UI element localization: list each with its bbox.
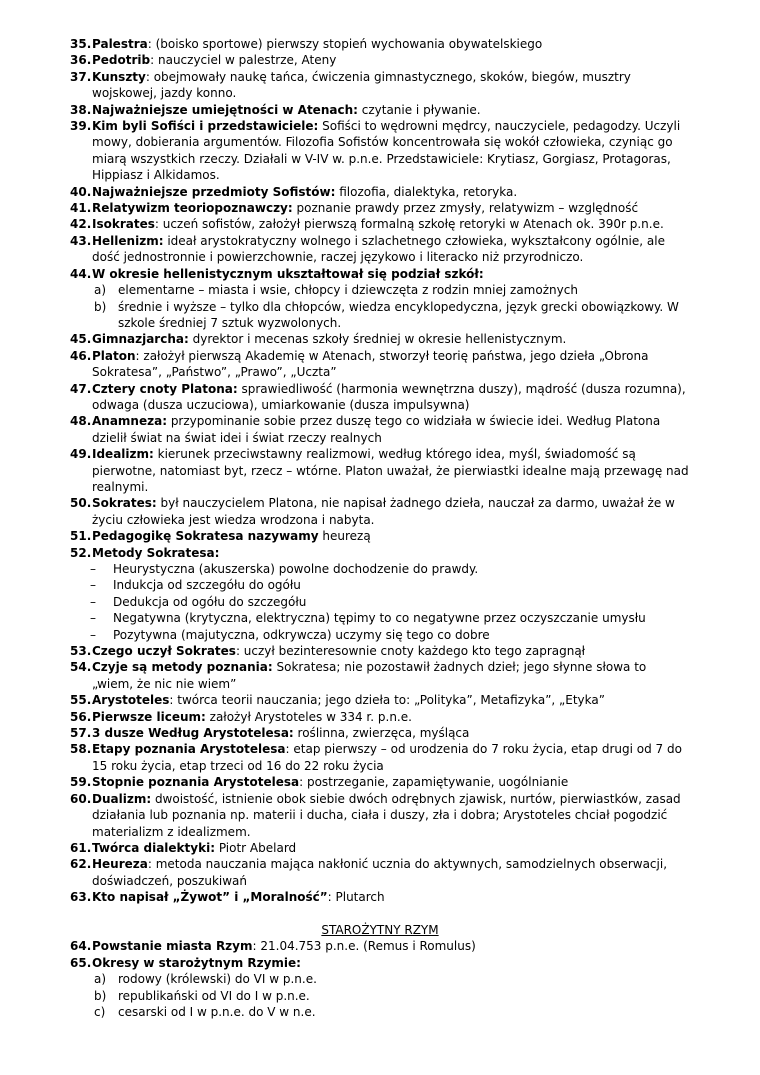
list-item xyxy=(70,348,690,381)
item-term: W okresie hellenistycznym ukształtował się podział szkół: xyxy=(92,266,484,281)
item-text: filozofia, dialektyka, retoryka. xyxy=(335,184,518,199)
item-number: 53. xyxy=(70,644,92,659)
item-text: kierunek przeciwstawny realizmowi, według którego idea, myśl, świadomość są pierwotne, natomiast byt, rzecz – wtórne. Platon uważał, że pierwiastki idealne mają przewagę nad realnymi. xyxy=(92,447,689,494)
item-term: 3 dusze Według Arystotelesa: xyxy=(92,726,294,741)
list-item xyxy=(70,381,690,414)
item-number: 55. xyxy=(70,693,92,708)
list-item xyxy=(70,446,690,495)
sub-item-marker: c) xyxy=(94,1004,106,1019)
item-number: 58. xyxy=(70,742,92,757)
sub-item-text: Indukcja od szczegółu do ogółu xyxy=(113,578,301,593)
list-item xyxy=(70,200,690,216)
item-number: 45. xyxy=(70,332,92,347)
sub-item-text: średnie i wyższe – tylko dla chłopców, wiedza encyklopedyczna, język grecki obowiązkowy. W szkole średniej 7 sztuk wyzwolonych. xyxy=(118,299,679,330)
item-term: Najważniejsze przedmioty Sofistów: xyxy=(92,184,336,199)
item-term: Pedagogikę Sokratesa nazywamy xyxy=(92,529,319,544)
item-term: Okresy w starożytnym Rzymie: xyxy=(92,955,301,970)
item-term: Cztery cnoty Platona: xyxy=(92,381,238,396)
item-term: Najważniejsze umiejętności w Atenach: xyxy=(92,102,358,117)
sub-item xyxy=(70,594,690,610)
item-term: Isokrates xyxy=(92,217,155,232)
item-number: 38. xyxy=(70,102,92,117)
list-item xyxy=(70,643,690,659)
item-term: Arystoteles xyxy=(92,693,170,708)
sub-item-text: Negatywna (krytyczna, elektryczna) tępimy to co negatywne przez oczyszczanie umysłu xyxy=(113,611,646,626)
item-text: był nauczycielem Platona, nie napisał żadnego dzieła, nauczał za darmo, uważał że w życiu człowieka jest wiedza wrodzona i nabyta. xyxy=(92,496,675,527)
item-number: 59. xyxy=(70,775,92,790)
list-item xyxy=(70,528,690,544)
item-number: 46. xyxy=(70,348,92,363)
sub-item xyxy=(70,561,690,577)
sub-item-text: rodowy (królewski) do VI w p.n.e. xyxy=(118,972,317,987)
item-term: Sokrates: xyxy=(92,496,157,511)
item-text: założył Arystoteles w 334 r. p.n.e. xyxy=(205,709,412,724)
section-heading: STAROŻYTNY RZYM xyxy=(321,922,439,937)
item-text: Sokratesa; nie pozostawił żadnych dzieł; jego słynne słowa to „wiem, że nic nie wiem” xyxy=(92,660,647,691)
list-item xyxy=(70,118,690,184)
list-item xyxy=(70,659,690,692)
item-term: Heureza xyxy=(92,857,148,872)
sub-item xyxy=(70,610,690,626)
item-number: 51. xyxy=(70,529,92,544)
sub-item-marker: a) xyxy=(94,972,107,987)
list-item xyxy=(70,69,690,102)
item-text: : Plutarch xyxy=(327,890,385,905)
sub-item-marker: – xyxy=(90,578,96,593)
item-number: 48. xyxy=(70,414,92,429)
item-number: 61. xyxy=(70,840,92,855)
list-item xyxy=(70,938,690,954)
sub-item-marker: – xyxy=(90,562,96,576)
list-item xyxy=(70,36,690,52)
item-term: Pierwsze liceum: xyxy=(92,709,206,724)
list-item xyxy=(70,233,690,266)
list-item xyxy=(70,545,690,561)
item-number: 60. xyxy=(70,791,92,806)
item-number: 39. xyxy=(70,119,92,134)
list-item xyxy=(70,889,690,905)
item-number: 42. xyxy=(70,217,92,232)
list-item xyxy=(70,741,690,774)
item-term: Metody Sokratesa: xyxy=(92,545,220,560)
sub-item xyxy=(70,1004,690,1020)
item-number: 62. xyxy=(70,857,92,872)
item-number: 43. xyxy=(70,233,92,248)
item-text: ideał arystokratyczny wolnego i szlachetnego człowieka, wykształcony ogólnie, ale dość jednostronnie i powierzchownie, raczej językowo i literacko niż przyrodniczo. xyxy=(92,233,665,265)
item-text: : uczeń sofistów, założył pierwszą formalną szkołę retoryki w Atenach ok. 390r p.n.e. xyxy=(154,217,664,232)
item-number: 54. xyxy=(70,660,92,675)
item-term: Twórca dialektyki: xyxy=(92,840,215,855)
item-term: Hellenizm: xyxy=(92,233,164,248)
item-text: : założył pierwszą Akademię w Atenach, stworzył teorię państwa, jego dzieła „Obrona Sokratesa”, „Państwo”, „Prawo”, „Uczta” xyxy=(92,348,649,380)
list-item xyxy=(70,856,690,889)
list-item xyxy=(70,692,690,708)
list-item xyxy=(70,955,690,971)
item-text: : obejmowały naukę tańca, ćwiczenia gimnastycznego, skoków, biegów, musztry wojskowej, jazdy konno. xyxy=(92,69,631,101)
item-number: 44. xyxy=(70,266,92,281)
item-term: Pedotrib xyxy=(92,53,151,68)
item-number: 36. xyxy=(70,53,92,68)
item-number: 47. xyxy=(70,381,92,396)
list-item xyxy=(70,774,690,790)
sub-item xyxy=(70,282,690,298)
item-text: : nauczyciel w palestrze, Ateny xyxy=(150,53,337,68)
item-text: : metoda nauczania mająca nakłonić ucznia do aktywnych, samodzielnych obserwacji, doświadczeń, poszukiwań xyxy=(92,857,668,888)
sub-item-marker: a) xyxy=(94,283,107,298)
item-term: Kunszty xyxy=(92,69,146,84)
item-number: 64. xyxy=(70,939,92,954)
item-text: sprawiedliwość (harmonia wewnętrzna duszy), mądrość (dusza rozumna), odwaga (dusza uczuciowa), umiarkowanie (dusza impulsywna) xyxy=(92,381,686,412)
item-term: Powstanie miasta Rzym xyxy=(92,939,253,954)
item-term: Etapy poznania Arystotelesa xyxy=(92,742,286,757)
sub-item-text: Pozytywna (majutyczna, odkrywcza) uczymy się tego co dobre xyxy=(113,627,490,642)
item-text: roślinna, zwierzęca, myśląca xyxy=(293,726,470,741)
sub-item-marker: b) xyxy=(94,988,107,1003)
item-term: Stopnie poznania Arystotelesa xyxy=(92,775,300,790)
list-item xyxy=(70,840,690,856)
item-number: 50. xyxy=(70,496,92,511)
item-text: poznanie prawdy przez zmysły, relatywizm – względność xyxy=(292,201,639,216)
list-item xyxy=(70,413,690,446)
sub-item-text: elementarne – miasta i wsie, chłopcy i dziewczęta z rodzin mniej zamożnych xyxy=(118,283,578,298)
item-text: : uczył bezinteresownie cnoty każdego kto tego zapragnął xyxy=(235,644,586,659)
list-item xyxy=(70,725,690,741)
sub-item-text: cesarski od I w p.n.e. do V w n.e. xyxy=(118,1004,316,1019)
sub-item-text: Dedukcja od ogółu do szczegółu xyxy=(113,594,307,609)
sub-item xyxy=(70,627,690,643)
list-item xyxy=(70,791,690,840)
item-number: 56. xyxy=(70,709,92,724)
item-number: 52. xyxy=(70,545,92,560)
sub-item xyxy=(70,577,690,593)
item-term: Czyje są metody poznania: xyxy=(92,660,273,675)
item-number: 57. xyxy=(70,726,92,741)
item-text: przypominanie sobie przez duszę tego co widziała w świecie idei. Według Platona dzielił świat na świat idei i świat rzeczy realnych xyxy=(92,414,661,445)
item-text: Piotr Abelard xyxy=(215,840,297,855)
item-text: heurezą xyxy=(318,529,371,544)
item-number: 35. xyxy=(70,37,92,51)
item-number: 49. xyxy=(70,447,92,462)
list-item xyxy=(70,184,690,200)
list-item xyxy=(70,266,690,282)
item-number: 63. xyxy=(70,890,92,905)
item-term: Palestra xyxy=(92,37,148,51)
item-term: Kto napisał „Żywot” i „Moralność” xyxy=(92,890,328,905)
item-number: 37. xyxy=(70,69,92,84)
list-item xyxy=(70,102,690,118)
list-item xyxy=(70,331,690,347)
item-text: : (boisko sportowe) pierwszy stopień wychowania obywatelskiego xyxy=(147,37,543,51)
sub-item-marker: b) xyxy=(94,299,107,314)
item-text: : postrzeganie, zapamiętywanie, uogólnianie xyxy=(299,775,569,790)
item-number: 40. xyxy=(70,184,92,199)
list-item xyxy=(70,216,690,232)
item-term: Gimnazjarcha: xyxy=(92,332,189,347)
sub-item-text: Heurystyczna (akuszerska) powolne dochodzenie do prawdy. xyxy=(113,562,479,576)
item-text: Sofiści to wędrowni mędrcy, nauczyciele, pedagodzy. Uczyli mowy, dobierania argumentów. Filozofia Sofistów koncentrowała się wokół człowieka, czyniąc go miarą wszystkich rzeczy. Działali w V-IV w. p.n.e. Przedstawiciele: Krytiasz, Gorgiasz, Protagoras, Hippiasz i Alkidamos. xyxy=(92,119,681,183)
item-text: dwoistość, istnienie obok siebie dwóch odrębnych zjawisk, nurtów, pierwiastków, zasad działania lub poznania np. materii i ducha, ciała i duszy, zła i dobra; Arystoteles chciał pogodzić materializm z idealizmem. xyxy=(92,791,681,839)
item-term: Anamneza: xyxy=(92,414,167,429)
list-item xyxy=(70,495,690,528)
sub-item xyxy=(70,971,690,987)
item-term: Dualizm: xyxy=(92,791,152,806)
item-number: 41. xyxy=(70,201,92,216)
item-number: 65. xyxy=(70,955,92,970)
item-term: Idealizm: xyxy=(92,447,154,462)
item-text: czytanie i pływanie. xyxy=(357,102,481,117)
sub-item-marker: – xyxy=(90,627,96,642)
item-term: Platon xyxy=(92,348,136,363)
item-text: dyrektor i mecenas szkoły średniej w okresie hellenistycznym. xyxy=(188,332,567,347)
notes-list xyxy=(70,36,690,1020)
list-item xyxy=(70,709,690,725)
item-term: Kim byli Sofiści i przedstawiciele: xyxy=(92,119,319,134)
sub-item-marker: – xyxy=(90,594,96,609)
item-text: : 21.04.753 p.n.e. (Remus i Romulus) xyxy=(252,939,476,954)
sub-item xyxy=(70,299,690,332)
item-term: Relatywizm teoriopoznawczy: xyxy=(92,201,293,216)
item-text: : twórca teorii nauczania; jego dzieła to: „Polityka”, Metafizyka”, „Etyka” xyxy=(169,693,605,708)
item-term: Czego uczył Sokrates xyxy=(92,644,236,659)
sub-item xyxy=(70,988,690,1004)
item-text: : etap pierwszy – od urodzenia do 7 roku życia, etap drugi od 7 do 15 roku życia, etap trzeci od 16 do 22 roku życia xyxy=(92,742,682,773)
list-item xyxy=(70,52,690,68)
sub-item-marker: – xyxy=(90,611,96,626)
sub-item-text: republikański od VI do I w p.n.e. xyxy=(118,988,310,1003)
